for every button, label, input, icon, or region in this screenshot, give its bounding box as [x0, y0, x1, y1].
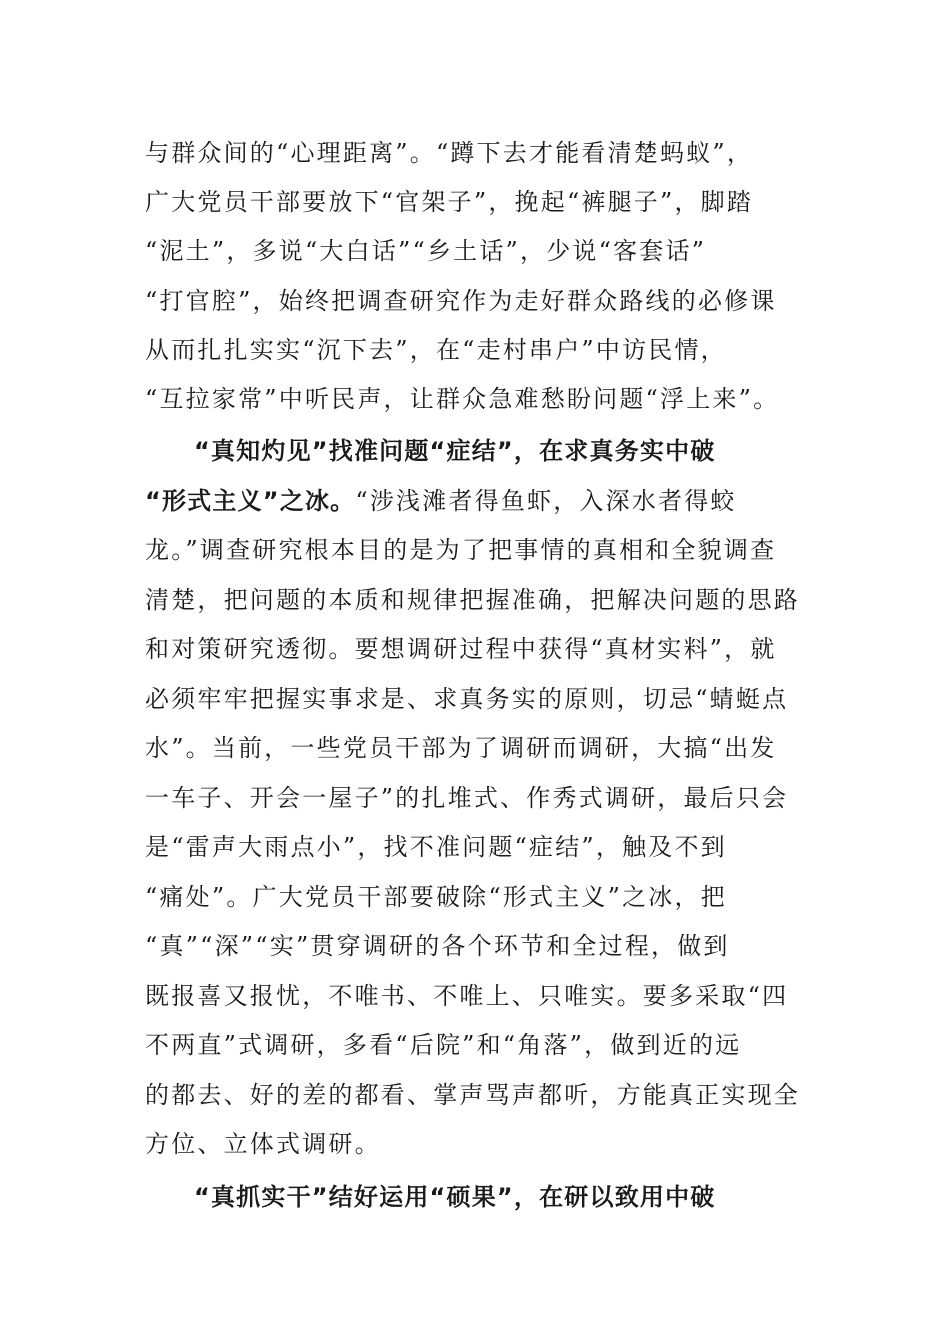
- paragraph-line: 既报喜又报忧，不唯书、不唯上、只唯实。要多采取“四: [145, 982, 789, 1010]
- paragraph-line: 从而扎扎实实“沉下去”，在“走村串户”中访民情，: [145, 336, 727, 364]
- paragraph-line: “泥土”，多说“大白话”“乡土话”，少说“客套话”: [145, 237, 707, 265]
- paragraph-line: 清楚，把问题的本质和规律把握准确，把解决问题的思路: [145, 586, 800, 614]
- paragraph-line: 是“雷声大雨点小”，找不准问题“症结”，触及不到: [145, 833, 727, 861]
- section-heading-tail: “形式主义”之冰。: [145, 487, 356, 515]
- paragraph-line: 广大党员干部要放下“官架子”，挽起“裤腿子”，脚踏: [145, 188, 754, 216]
- paragraph-line: 不两直”式调研，多看“后院”和“角落”，做到近的远: [145, 1031, 742, 1059]
- paragraph-line: “打官腔”，始终把调查研究作为走好群众路线的必修课: [145, 287, 777, 315]
- paragraph-line: “互拉家常”中听民声，让群众急难愁盼问题“浮上来”。: [145, 385, 780, 413]
- paragraph-text: “涉浅滩者得鱼虾，入深水者得蛟: [355, 487, 737, 515]
- paragraph-line: 与群众间的“心理距离”。“蹲下去才能看清楚蚂蚁”，: [145, 139, 754, 167]
- paragraph-line: “真”“深”“实”贯穿调研的各个环节和全过程，做到: [145, 932, 730, 960]
- paragraph-line: 一车子、开会一屋子”的扎堆式、作秀式调研，最后只会: [145, 784, 789, 812]
- paragraph-line: 和对策研究透彻。要想调研过程中获得“真材实料”，就: [145, 635, 777, 663]
- paragraph-line: 水”。当前，一些党员干部为了调研而调研，大搞“出发: [145, 734, 777, 762]
- section-heading: “真知灼见”找准问题“症结”，在求真务实中破: [194, 437, 716, 465]
- paragraph-line: 龙。”调查研究根本目的是为了把事情的真相和全貌调查: [145, 536, 777, 564]
- paragraph-line: [145, 484, 805, 518]
- paragraph-line: 方位、立体式调研。: [145, 1130, 381, 1158]
- paragraph-line: “痛处”。广大党员干部要破除“形式主义”之冰，把: [145, 883, 727, 911]
- paragraph-line: 的都去、好的差的都看、掌声骂声都听，方能真正实现全: [145, 1081, 800, 1109]
- paragraph-line: 必须牢牢把握实事求是、求真务实的原则，切忌“蜻蜓点: [145, 685, 789, 713]
- section-heading: “真抓实干”结好运用“硕果”，在研以致用中破: [194, 1183, 716, 1211]
